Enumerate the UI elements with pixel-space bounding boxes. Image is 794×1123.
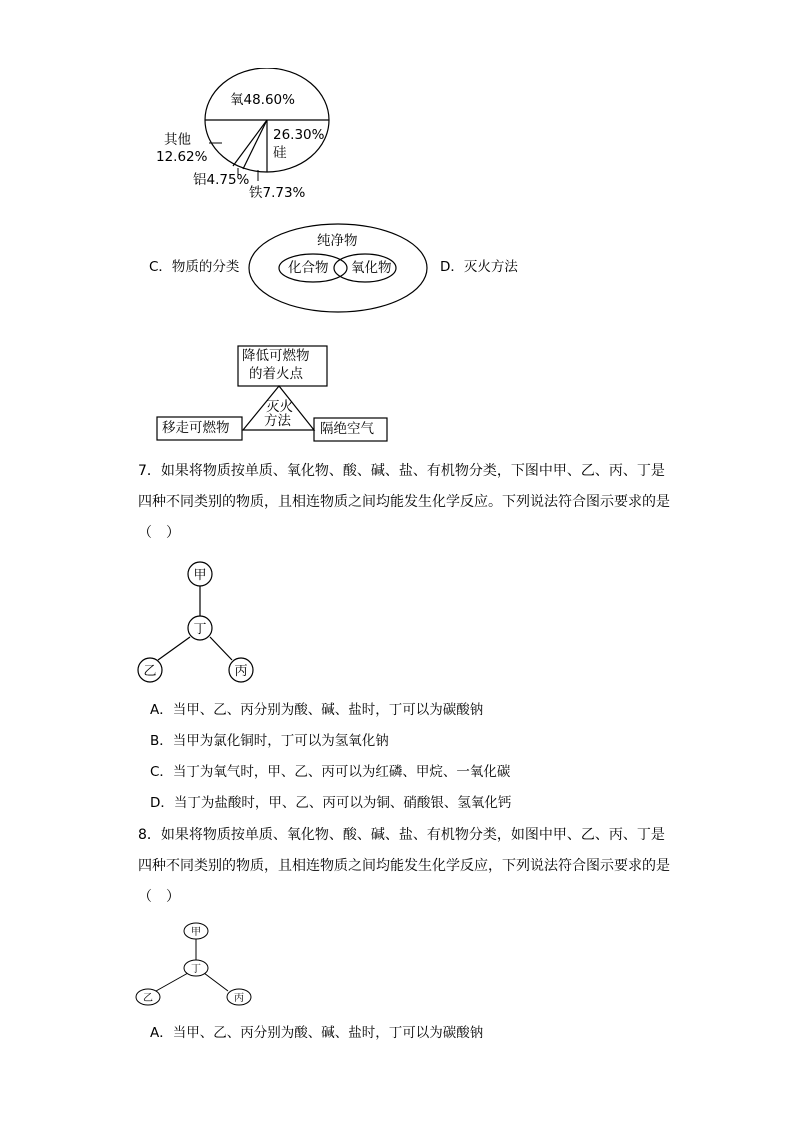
- q7-answer-parentheses: （ ）: [138, 525, 180, 541]
- q7-option-d: D．当丁为盐酸时，甲、乙、丙可以为铜、硝酸银、氢氧化钙: [150, 795, 512, 811]
- pie-label-iron: 铁7.73%: [249, 185, 306, 201]
- pie-divider-iron: [243, 120, 267, 169]
- q7-node-left-label: 乙: [143, 664, 157, 679]
- q7-link-left: [158, 637, 190, 660]
- label-lower-ignition-line2: 的着火点: [249, 366, 303, 382]
- q7-option-b: B．当甲为氯化铜时，丁可以为氢氧化钠: [150, 733, 389, 749]
- q8-link-right: [204, 973, 228, 991]
- label-pure-substance: 纯净物: [317, 233, 358, 249]
- q8-stem-line2: 四种不同类别的物质，且相连物质之间均能发生化学反应，下列说法符合图示要求的是: [138, 858, 670, 874]
- q7-link-right: [210, 637, 232, 660]
- option-c-label: C．物质的分类: [149, 259, 240, 275]
- q8-option-a: A．当甲、乙、丙分别为酸、碱、盐时，丁可以为碳酸钠: [150, 1025, 484, 1041]
- q7-option-c: C．当丁为氧气时，甲、乙、丙可以为红磷、甲烷、一氧化碳: [150, 764, 511, 780]
- q7-stem-line1: 7．如果将物质按单质、氧化物、酸、碱、盐、有机物分类，下图中甲、乙、丙、丁是: [138, 463, 665, 479]
- label-isolate-air: 隔绝空气: [320, 421, 374, 437]
- q7-node-center-label: 丁: [193, 622, 207, 637]
- label-lower-ignition-line1: 降低可燃物: [242, 348, 310, 364]
- label-fire-methods-line1: 灭火: [266, 399, 293, 415]
- q8-node-top-label: 甲: [191, 927, 201, 938]
- q8-stem-line1: 8．如果将物质按单质、氧化物、酸、碱、盐、有机物分类，如图中甲、乙、丙、丁是: [138, 827, 665, 843]
- option-d-label: D．灭火方法: [440, 259, 518, 275]
- pie-label-oxygen: 氧48.60%: [230, 92, 295, 108]
- pie-label-aluminum: 铝4.75%: [193, 172, 250, 188]
- q8-node-left-label: 乙: [143, 993, 153, 1004]
- label-remove-combustibles: 移走可燃物: [162, 420, 230, 436]
- q8-relation-diagram: [128, 918, 268, 1013]
- q8-node-center-label: 丁: [191, 964, 201, 975]
- q7-option-a: A．当甲、乙、丙分别为酸、碱、盐时，丁可以为碳酸钠: [150, 702, 484, 718]
- label-oxide: 氧化物: [351, 260, 392, 276]
- pie-label-other: 其他: [164, 132, 191, 148]
- label-compound: 化合物: [288, 260, 329, 276]
- pie-label-silicon-value: 26.30%: [273, 127, 325, 143]
- q7-node-right-label: 丙: [234, 664, 248, 679]
- label-fire-methods-line2: 方法: [264, 413, 291, 429]
- q7-node-top-label: 甲: [193, 568, 207, 583]
- q7-stem-line2: 四种不同类别的物质，且相连物质之间均能发生化学反应。下列说法符合图示要求的是: [138, 494, 670, 510]
- q8-link-left: [156, 973, 188, 991]
- pie-label-other-value: 12.62%: [156, 149, 208, 165]
- q7-relation-diagram: [128, 555, 268, 690]
- q8-node-right-label: 丙: [234, 993, 244, 1004]
- pie-divider-aluminum: [233, 120, 267, 166]
- q8-answer-parentheses: （ ）: [138, 889, 180, 905]
- pie-label-silicon: 硅: [273, 145, 287, 161]
